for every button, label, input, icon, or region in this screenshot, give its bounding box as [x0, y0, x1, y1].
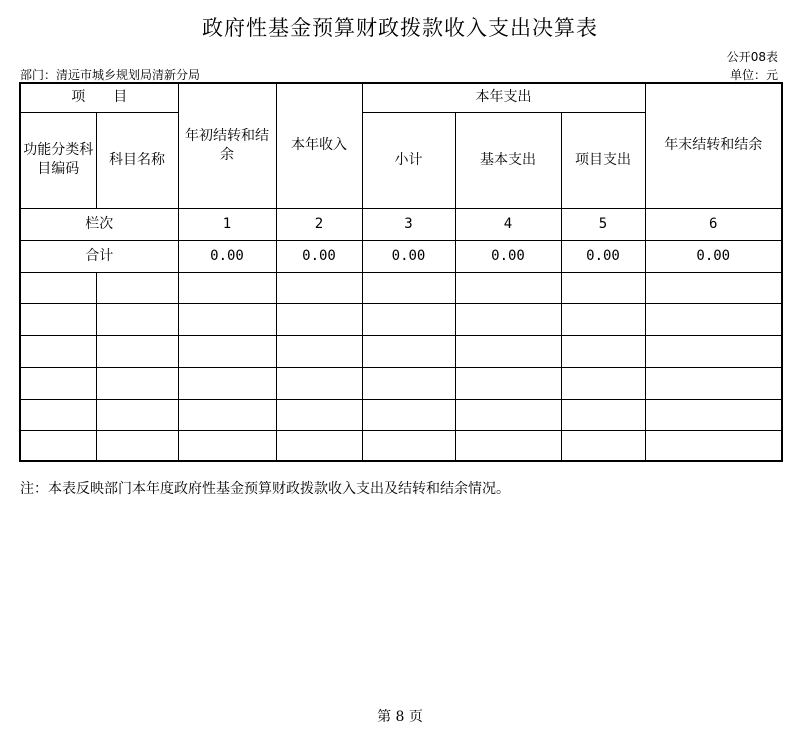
table-row: [20, 272, 782, 303]
header-subtotal: 小计: [362, 112, 455, 208]
unit-label: 单位：元: [729, 68, 778, 82]
header-current-expense: 本年支出: [362, 83, 645, 112]
header-item: 项 目: [20, 83, 178, 112]
report-title: 政府性基金预算财政拨款收入支出决算表: [202, 16, 598, 40]
index-col-4: 4: [455, 208, 561, 240]
department-label: 部门：清远市城乡规划局清新分局: [20, 68, 201, 82]
total-opening-balance: 0.00: [178, 240, 276, 272]
header-current-income: 本年收入: [276, 83, 362, 208]
index-label: 栏次: [20, 208, 178, 240]
total-project-expense: 0.00: [561, 240, 645, 272]
table-row: [20, 430, 782, 461]
budget-table: [19, 82, 783, 462]
table-row: [20, 335, 782, 367]
header-subject-name: 科目名称: [96, 112, 178, 208]
table-row: [20, 303, 782, 335]
index-col-1: 1: [178, 208, 276, 240]
header-project-expense: 项目支出: [561, 112, 645, 208]
form-code: 公开08表: [726, 50, 778, 64]
index-col-3: 3: [362, 208, 455, 240]
header-basic-expense: 基本支出: [455, 112, 561, 208]
total-current-income: 0.00: [276, 240, 362, 272]
index-col-6: 6: [645, 208, 782, 240]
header-closing-balance: 年末结转和结余: [645, 83, 782, 208]
total-row: [20, 240, 782, 272]
total-label: 合计: [20, 240, 178, 272]
index-row: [20, 208, 782, 240]
header-row-1: [20, 83, 782, 112]
total-subtotal: 0.00: [362, 240, 455, 272]
header-func-code: 功能分类科目编码: [20, 112, 96, 208]
table-row: [20, 367, 782, 399]
header-opening-balance: 年初结转和结余: [178, 83, 276, 208]
index-col-5: 5: [561, 208, 645, 240]
total-closing-balance: 0.00: [645, 240, 782, 272]
total-basic-expense: 0.00: [455, 240, 561, 272]
index-col-2: 2: [276, 208, 362, 240]
table-note: 注：本表反映部门本年度政府性基金预算财政拨款收入支出及结转和结余情况。: [20, 481, 510, 497]
page-number: 第 8 页: [377, 709, 423, 725]
table-row: [20, 399, 782, 430]
